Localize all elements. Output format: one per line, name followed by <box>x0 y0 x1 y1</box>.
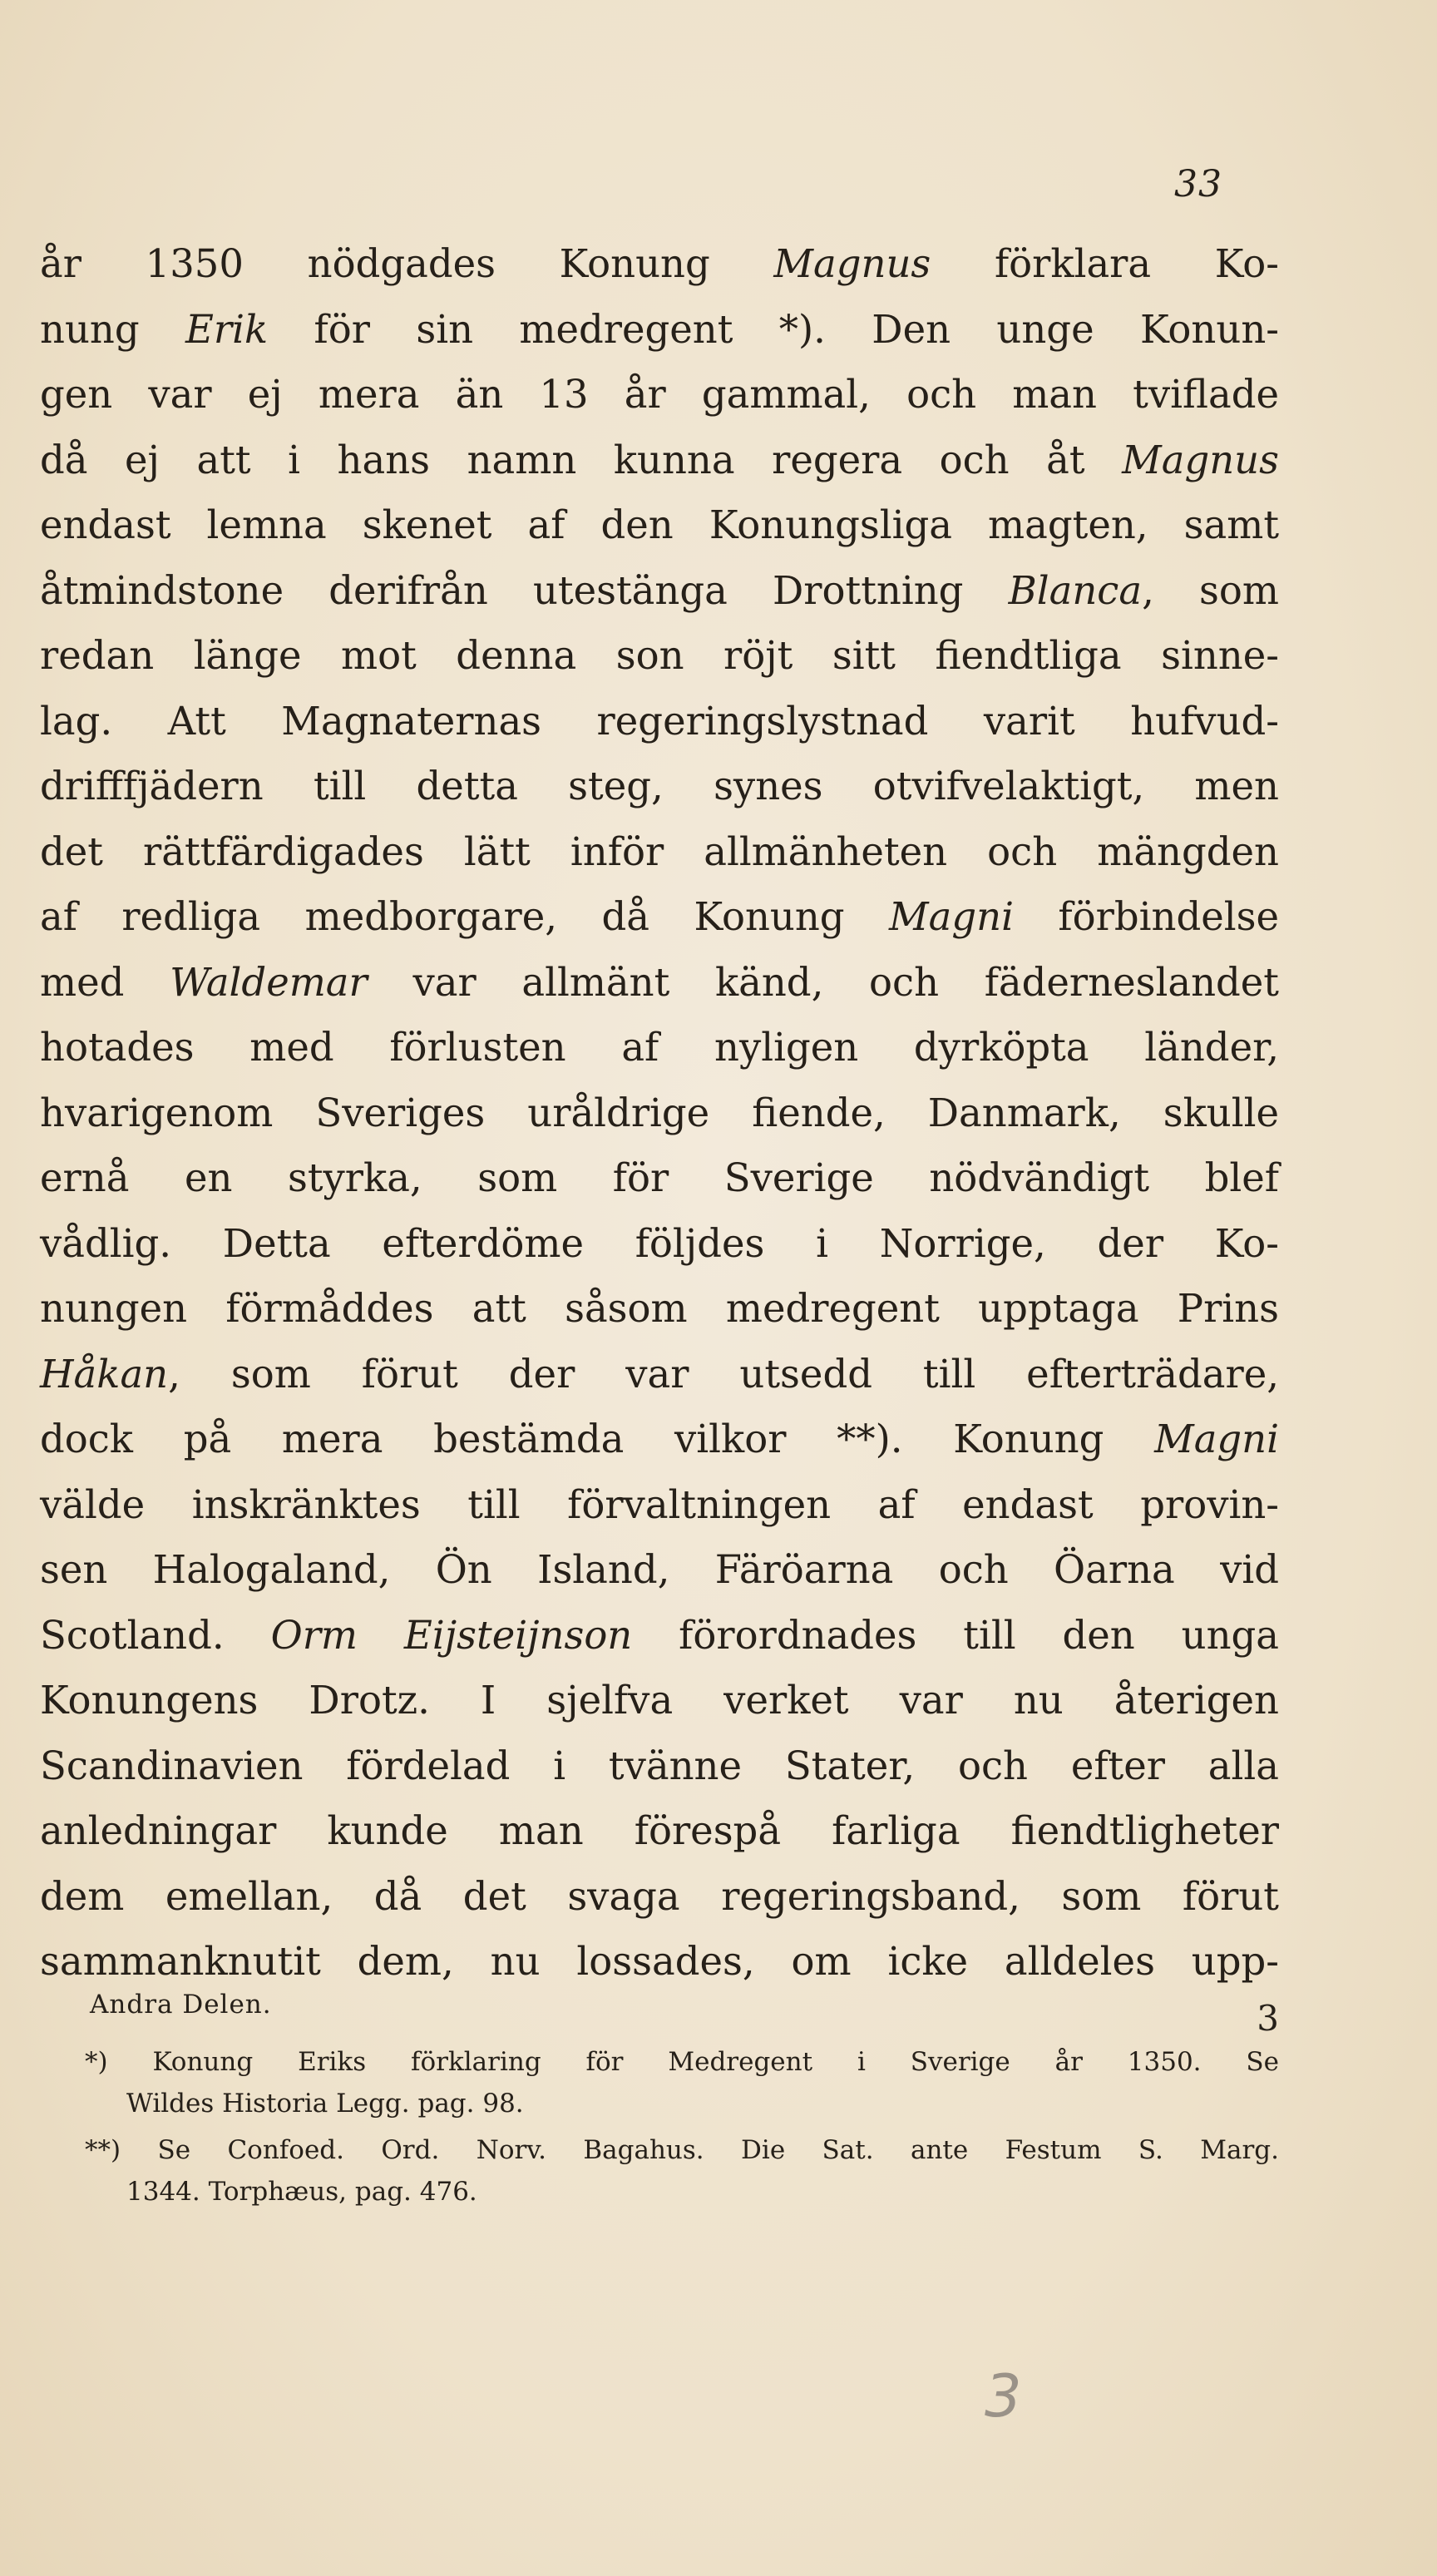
text-segment: Konungens Drotz. I sjelfva verket var nu återigen <box>40 1678 1279 1723</box>
text-line <box>40 950 1279 1016</box>
text-line <box>40 1145 1279 1211</box>
text-segment: dock på mera bestämda vilkor **). Konung <box>40 1417 1155 1461</box>
text-segment: Scandinavien fördelad i tvänne Stater, och efter alla <box>40 1743 1279 1788</box>
footnote-line: Wildes Historia Legg. pag. 98. <box>126 2089 524 2119</box>
text-line <box>40 884 1279 950</box>
text-segment: vådlig. Detta efterdöme följdes i Norrige, der Ko- <box>40 1220 1279 1266</box>
text-line <box>40 1080 1279 1146</box>
printer-signature: Andra Delen. <box>90 1990 272 2020</box>
text-line <box>40 1537 1279 1603</box>
text-segment: redan länge mot denna son röjt sitt fiendtliga sinne- <box>40 633 1279 678</box>
text-segment: åtmindstone derifrån utestänga Drottning <box>40 567 1009 613</box>
text-segment: endast lemna skenet af den Konungsliga magten, samt <box>40 502 1279 547</box>
footnote-line: 1344. Torphæus, pag. 476. <box>126 2177 477 2207</box>
italic-name: Magni <box>1154 1417 1279 1461</box>
italic-name: Orm Eijsteijnson <box>270 1612 633 1658</box>
text-segment: sammanknutit dem, nu lossades, om icke alldeles upp- <box>40 1939 1279 1984</box>
text-line <box>40 492 1279 558</box>
page-footer <box>40 1990 1279 2213</box>
text-line <box>40 362 1279 428</box>
text-line <box>40 1211 1279 1277</box>
text-segment: hvarigenom Sveriges uråldrige fiende, Danmark, skulle <box>40 1090 1279 1135</box>
italic-name: Håkan <box>40 1351 169 1397</box>
text-segment: då ej att i hans namn kunna regera och åt <box>40 437 1123 482</box>
text-line <box>40 1603 1279 1669</box>
text-segment: ernå en styrka, som för Sverige nödvändigt blef <box>40 1155 1279 1200</box>
text-segment: förbindelse <box>1013 894 1279 939</box>
footnote-1 <box>40 2041 1279 2124</box>
pencil-page-mark: 3 <box>985 2362 1022 2430</box>
text-line <box>40 1407 1279 1472</box>
text-line <box>40 297 1279 363</box>
text-line <box>40 623 1279 689</box>
text-segment: af redliga medborgare, då Konung <box>40 894 890 939</box>
text-segment: var allmänt känd, och fäderneslandet <box>367 959 1279 1005</box>
text-segment: nung <box>40 306 185 352</box>
page-number: 33 <box>1174 163 1222 205</box>
text-segment: för sin medregent *). Den unge Konun- <box>268 306 1279 352</box>
text-segment: , som <box>1142 567 1279 613</box>
italic-name: Blanca <box>1008 567 1143 613</box>
text-segment: Scotland. <box>40 1612 271 1658</box>
text-line <box>40 689 1279 754</box>
text-line <box>40 1276 1279 1342</box>
text-segment: välde inskränktes till förvaltningen af endast provin- <box>40 1481 1279 1527</box>
text-segment: år 1350 nödgades Konung <box>40 241 774 286</box>
sheet-number: 3 <box>1257 1998 1279 2039</box>
text-line <box>40 231 1279 297</box>
footnote-line: *) Konung Eriks förklaring för Medregent i Sverige år 1350. Se <box>85 2047 1279 2077</box>
text-segment: nungen förmåddes att såsom medregent upptaga Prins <box>40 1286 1279 1331</box>
text-segment: det rättfärdigades lätt inför allmänheten och mängden <box>40 828 1279 874</box>
text-segment: lag. Att Magnaternas regeringslystnad varit hufvud- <box>40 698 1279 744</box>
text-segment: gen var ej mera än 13 år gammal, och man tviflade <box>40 372 1279 417</box>
text-line <box>40 558 1279 624</box>
text-segment: anledningar kunde man förespå farliga fiendtligheter <box>40 1808 1279 1853</box>
text-line <box>40 754 1279 819</box>
text-line <box>40 819 1279 885</box>
text-line <box>40 428 1279 493</box>
text-segment: hotades med förlusten af nyligen dyrköpta länder, <box>40 1025 1279 1070</box>
footnote-line: **) Se Confoed. Ord. Norv. Bagahus. Die Sat. ante Festum S. Marg. <box>85 2135 1279 2165</box>
text-segment: förordnades till den unga <box>632 1612 1280 1658</box>
italic-name: Waldemar <box>170 959 368 1005</box>
text-line <box>40 1798 1279 1864</box>
italic-name: Magnus <box>773 241 931 286</box>
text-segment: dem emellan, då det svaga regeringsband, som förut <box>40 1873 1279 1919</box>
text-line <box>40 1733 1279 1799</box>
text-segment: sen Halogaland, Ön Island, Färöarna och Öarna vid <box>40 1547 1279 1592</box>
text-line <box>40 1342 1279 1407</box>
text-segment: förklara Ko- <box>931 241 1279 286</box>
footnote-2 <box>40 2129 1279 2213</box>
signature-row <box>40 1990 1279 2039</box>
italic-name: Erik <box>185 306 269 352</box>
text-line <box>40 1472 1279 1538</box>
italic-name: Magni <box>889 894 1014 939</box>
text-segment: med <box>40 959 170 1005</box>
text-line <box>40 1668 1279 1733</box>
text-line <box>40 1929 1279 1995</box>
body-text <box>40 231 1279 1995</box>
text-line <box>40 1864 1279 1930</box>
italic-name: Magnus <box>1122 437 1279 482</box>
text-segment: , som förut der var utsedd till efterträdare, <box>168 1351 1279 1397</box>
text-segment: drifffjädern till detta steg, synes otvifvelaktigt, men <box>40 764 1279 808</box>
text-line <box>40 1015 1279 1080</box>
